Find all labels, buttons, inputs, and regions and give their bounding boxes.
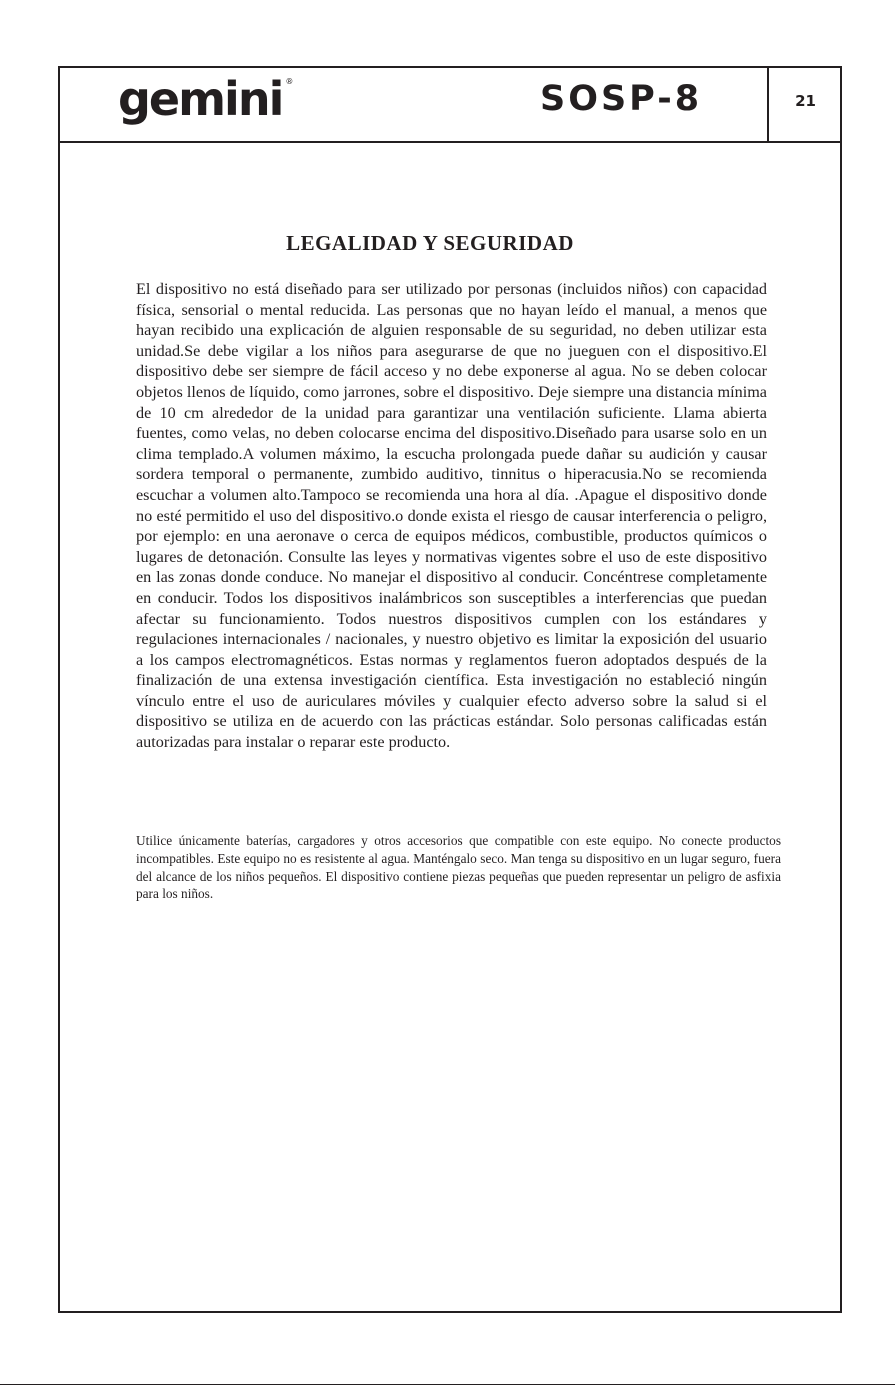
brand-logo [118, 72, 294, 126]
small-print-paragraph: Utilice únicamente baterías, cargadores y otros accesorios que compatible con este equipo. No conecte productos incompatibles. Este equipo no es resistente al agua. Manténgalo seco. Man tenga su dispositivo en un lugar seguro, fuera del alcance de los niños pequeños. El dispositivo contiene piezas pequeñas que pueden representar un peligro de asfixia para los niños. [136, 833, 781, 902]
model-name: SOSP-8 [540, 79, 703, 119]
page-header [60, 68, 840, 143]
page-number-cell [767, 68, 842, 141]
page-bottom-rule [0, 1384, 895, 1385]
section-title: LEGALIDAD Y SEGURIDAD [286, 231, 574, 255]
body-paragraph: El dispositivo no está diseñado para ser utilizado por personas (incluidos niños) con capacidad física, sensorial o mental reducida. Las personas que no hayan leído el manual, a menos que hayan recibido una explicación de alguien responsable de su seguridad, no deben utilizar esta unidad.Se debe vigilar a los niños para asegurarse de que no jueguen con el dispositivo.El dispositivo debe ser siempre de fácil acceso y no debe exponerse al agua. No se deben colocar objetos llenos de líquido, como jarrones, sobre el dispositivo. Deje siempre una distancia mínima de 10 cm alrededor de la unidad para garantizar una ventilación suficiente. Llama abierta fuentes, como velas, no deben colocarse encima del dispositivo.Diseñado para usarse solo en un clima templado.A volumen máximo, la escucha prolongada puede dañar su audición y causar sordera temporal o permanente, zumbido auditivo, tinnitus o hiperacusia.No se recomienda escuchar a volumen alto.Tampoco se recomienda una hora al día. .Apague el dispositivo donde no esté permitido el uso del dispositivo.o donde exista el riesgo de causar interferencia o peligro, por ejemplo: en una aeronave o cerca de equipos médicos, combustible, productos químicos o lugares de detonación. Consulte las leyes y normativas vigentes sobre el uso de este dispositivo en las zonas donde conduce. No manejar el dispositivo al conducir. Concéntrese completamente en conducir. Todos los dispositivos inalámbricos son susceptibles a interferencias que puedan afectar su funcionamiento. Todos nuestros dispositivos cumplen con los estándares y regulaciones internacionales / nacionales, y nuestro objetivo es limitar la exposición del usuario a los campos electromagnéticos. Estas normas y reglamentos fueron adoptados después de la finalización de una extensa investigación científica. Esta investigación no estableció ningún vínculo entre el uso de auriculares móviles y cualquier efecto adverso sobre la salud si el dispositivo se utiliza en de acuerdo con las prácticas estándar. Solo personas calificadas están autorizadas para instalar o reparar este producto. [136, 280, 767, 752]
registered-mark: ® [285, 77, 294, 86]
page-number: 21 [795, 92, 816, 110]
page-frame [58, 66, 842, 1313]
brand-logo-text: gemini [118, 72, 283, 126]
